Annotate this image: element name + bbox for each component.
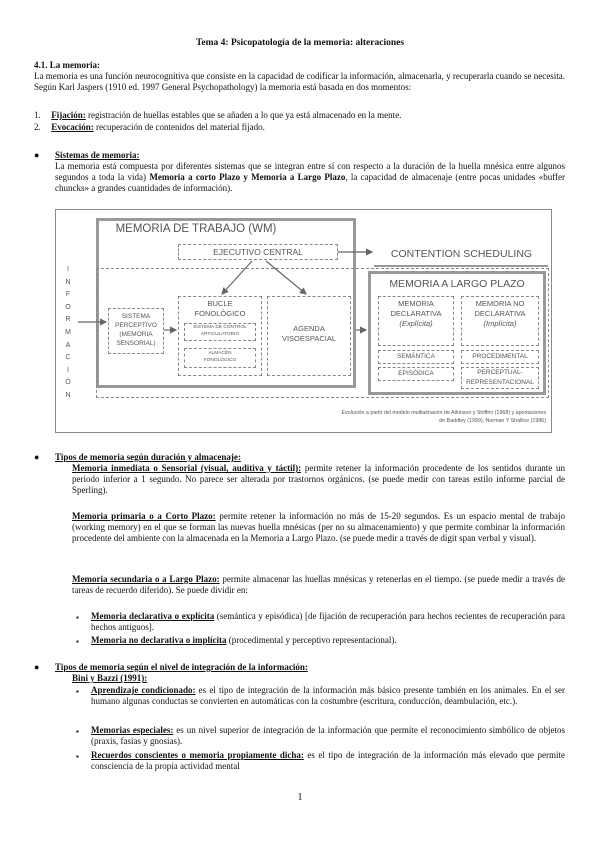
memoria-declarativa-text: (semántica y episódica) [de fijación de recuperación para hechos recientes de recuperación para hechos antiguos]. xyxy=(91,611,566,633)
memory-model-diagram xyxy=(55,209,552,433)
text-line: PERCEPTIVO xyxy=(115,322,157,329)
info-letter: I xyxy=(67,266,69,273)
arrow-ejecutivo-to-agenda xyxy=(266,261,306,294)
info-letter: I xyxy=(67,366,69,374)
aprendizaje-term: Aprendizaje condicionado: xyxy=(91,685,196,695)
memoria-secundaria-paragraph xyxy=(72,574,565,596)
text-line: DECLARATIVA xyxy=(390,309,442,318)
memoria-no-declarativa-term: Memoria no declarativa o implícita xyxy=(91,635,227,645)
memoria-declarativa-term: Memoria declarativa o explícita xyxy=(91,611,215,621)
diagram-arrows xyxy=(56,210,551,432)
text-line: DECLARATIVA xyxy=(474,309,526,318)
evocacion-text: recuperación de contenidos del material fijado. xyxy=(93,122,265,132)
bullet-icon: ● xyxy=(34,452,40,462)
caption-line: Evolución a partir del modelo multialmacén de Atkinson y Shiffrin (1968) y aportaciones xyxy=(341,410,546,416)
square-bullet-icon: ▪ xyxy=(76,687,79,696)
info-letter: C xyxy=(65,354,71,362)
evocacion-item xyxy=(34,122,565,133)
memorias-especiales-text: es un nivel superior de integración de la información que permite el reconocimiento simbólico de objetos (praxis, fasias y gnosias). xyxy=(91,725,565,747)
text-line: SENSORIAL) xyxy=(116,340,156,347)
wm-title: MEMORIA DE TRABAJO (WM) xyxy=(115,223,277,235)
sistemas-text-2: , la capacidad de almacenaje (entre pocas unidades «buffer chuncks» a grandes cuantidades de información). xyxy=(55,172,566,194)
aprendizaje-item xyxy=(91,685,565,707)
info-letter: N xyxy=(65,391,71,399)
bullet-icon: ● xyxy=(34,150,40,160)
contention-scheduling-label: CONTENTION SCHEDULING xyxy=(390,248,533,260)
memoria-no-declarativa-item xyxy=(91,635,565,646)
text-line: SISTEMA DE CONTROL xyxy=(193,325,247,330)
text-line: BUCLE xyxy=(207,299,233,308)
fijacion-item xyxy=(34,110,565,121)
text-line: (MEMORIA xyxy=(119,331,153,338)
recuerdos-conscientes-text: es el tipo de integración de la información más elevado que permite consciencia de la propia actividad mental xyxy=(91,750,565,772)
info-letter: O xyxy=(65,303,71,311)
tipos-duracion-heading: Tipos de memoria según duración y almacenaje: xyxy=(55,452,241,462)
text-line: SISTEMA xyxy=(121,313,151,320)
recuerdos-conscientes-term: Recuerdos conscientes o memoria propiamente dicha: xyxy=(91,750,304,760)
info-letter: F xyxy=(65,291,71,299)
memoria-inmediata-paragraph xyxy=(72,463,565,497)
square-bullet-icon: ▪ xyxy=(76,637,79,646)
text-line: (Explícita) xyxy=(399,319,433,328)
text-line: MEMORIA xyxy=(398,299,434,308)
aprendizaje-text: es el tipo de integración de la información más básico presente también en los animales. En el ser humano algunas conductas se convierten en automáticas con la costumbre (escritura, conducción, deambulación, etc.). xyxy=(91,685,565,707)
info-letter: A xyxy=(65,341,71,349)
sistemas-heading: Sistemas de memoria: xyxy=(55,150,140,160)
fijacion-text: registración de huellas estables que se añaden a lo que ya está almacenado en la mente. xyxy=(85,110,402,120)
tipos-integracion-heading: Tipos de memoria según el nivel de integración de la información: xyxy=(55,662,308,672)
text-line: REPRESENTACIONAL xyxy=(466,378,534,386)
text-line: MEMORIA NO xyxy=(475,299,525,308)
text-line: ALMACÉN xyxy=(208,351,232,356)
procedimental-label: PROCEDIMENTAL xyxy=(472,353,528,360)
memorias-especiales-item xyxy=(91,725,565,747)
memoria-secundaria-term: Memoria secundaria o a Largo Plazo: xyxy=(72,574,220,584)
text-line: ARTICULATORIO xyxy=(200,331,240,337)
info-letter: Ó xyxy=(65,379,71,387)
memoria-primaria-text: permite retener la información no más de 15-20 segundos. Es un espacio mental de trabajo (working memory) en el que se forman las nuevas huella mnésicas (per no su almacenamiento) y que permite combinar la información procedente del ambiente con la almacenada en la Memoria a Largo Plazo. (se puede medir a través de digit span verbal y visual). xyxy=(72,511,565,544)
memoria-inmediata-term: Memoria inmediata o Sensorial (visual, auditiva y táctil): xyxy=(72,463,302,473)
ejecutivo-central-label: EJECUTIVO CENTRAL xyxy=(213,247,303,257)
memoria-primaria-term: Memoria primaria o a Corto Plazo: xyxy=(72,511,216,521)
text-line: FONOLÓGICO xyxy=(194,309,246,318)
arrow-ejecutivo-to-bucle xyxy=(222,261,252,294)
caption-line: de Baddley (1999), Norman Y Shallice (1986) xyxy=(439,418,546,424)
info-letter: R xyxy=(65,316,71,324)
bullet-icon: ● xyxy=(34,662,40,672)
bini-bazzi-author: Bini y Bazzi (1991): xyxy=(72,673,148,683)
square-bullet-icon: ▪ xyxy=(76,727,79,736)
item-number: 1. xyxy=(34,110,41,120)
memoria-declarativa-item xyxy=(91,611,565,633)
info-letter: M xyxy=(65,328,71,336)
sistemas-text-bold: Memoria a corto Plazo y Memoria a Largo Plazo xyxy=(149,172,346,183)
evocacion-term: Evocación: xyxy=(51,122,94,132)
memoria-secundaria-text: permite almacenar las huellas mnésicas y retenerlas en el tiempo. (se puede medir a través de tareas de recuerdo diferido). Se puede dividir en: xyxy=(72,574,565,596)
memoria-intro: La memoria es una función neurocognitiva que consiste en la capacidad de codificar la información, almacenarla, y recuperarla cuando se necesita. Según Karl Jaspers (1910 ed. 1997 General Psychopathology) la memoria está basada en dos momentos: xyxy=(34,71,565,93)
fijacion-term: Fijación: xyxy=(51,110,86,120)
info-letter: N xyxy=(65,278,71,286)
sistemas-paragraph xyxy=(55,161,565,195)
text-line: AGENDA xyxy=(293,324,325,333)
long-term-memory-title: MEMORIA A LARGO PLAZO xyxy=(389,278,525,290)
memorias-especiales-term: Memorias especiales: xyxy=(91,725,174,735)
page-number: 1 xyxy=(297,792,303,803)
item-number: 2. xyxy=(34,122,41,132)
semantica-label: SEMÁNTICA xyxy=(397,353,435,360)
recuerdos-conscientes-item xyxy=(91,750,565,772)
sistemas-text-1: La memoria está compuesta por diferentes sistemas que se integran entre sí con respecto a la duración de la huella mnésica entre algunos segundos a toda la vida) xyxy=(55,161,565,183)
diagram-caption xyxy=(256,409,546,425)
page-title: Tema 4: Psicopatología de la memoria: alteraciones xyxy=(195,38,405,48)
section-heading-memoria: 4.1. La memoria: xyxy=(34,60,100,70)
memoria-no-declarativa-text: (procedimental y perceptivo representacional). xyxy=(226,635,397,645)
episodica-label: EPISÓDICA xyxy=(398,370,434,377)
square-bullet-icon: ▪ xyxy=(76,613,79,622)
text-line: (Implícita) xyxy=(483,319,517,328)
memoria-inmediata-text: permite retener la información procedente de los sentidos durante un periodo inferior a 1 segundo. No parece ser alterada por trastornos orgánicos. (se puede medir con tareas estilo informe parcial de Sperling). xyxy=(72,463,565,496)
text-line: FONOLÓGICO xyxy=(203,357,237,363)
memoria-primaria-paragraph xyxy=(72,511,565,545)
text-line: PERCEPTUAL- xyxy=(477,369,523,376)
text-line: VISOESPACIAL xyxy=(281,334,337,343)
square-bullet-icon: ▪ xyxy=(76,752,79,761)
